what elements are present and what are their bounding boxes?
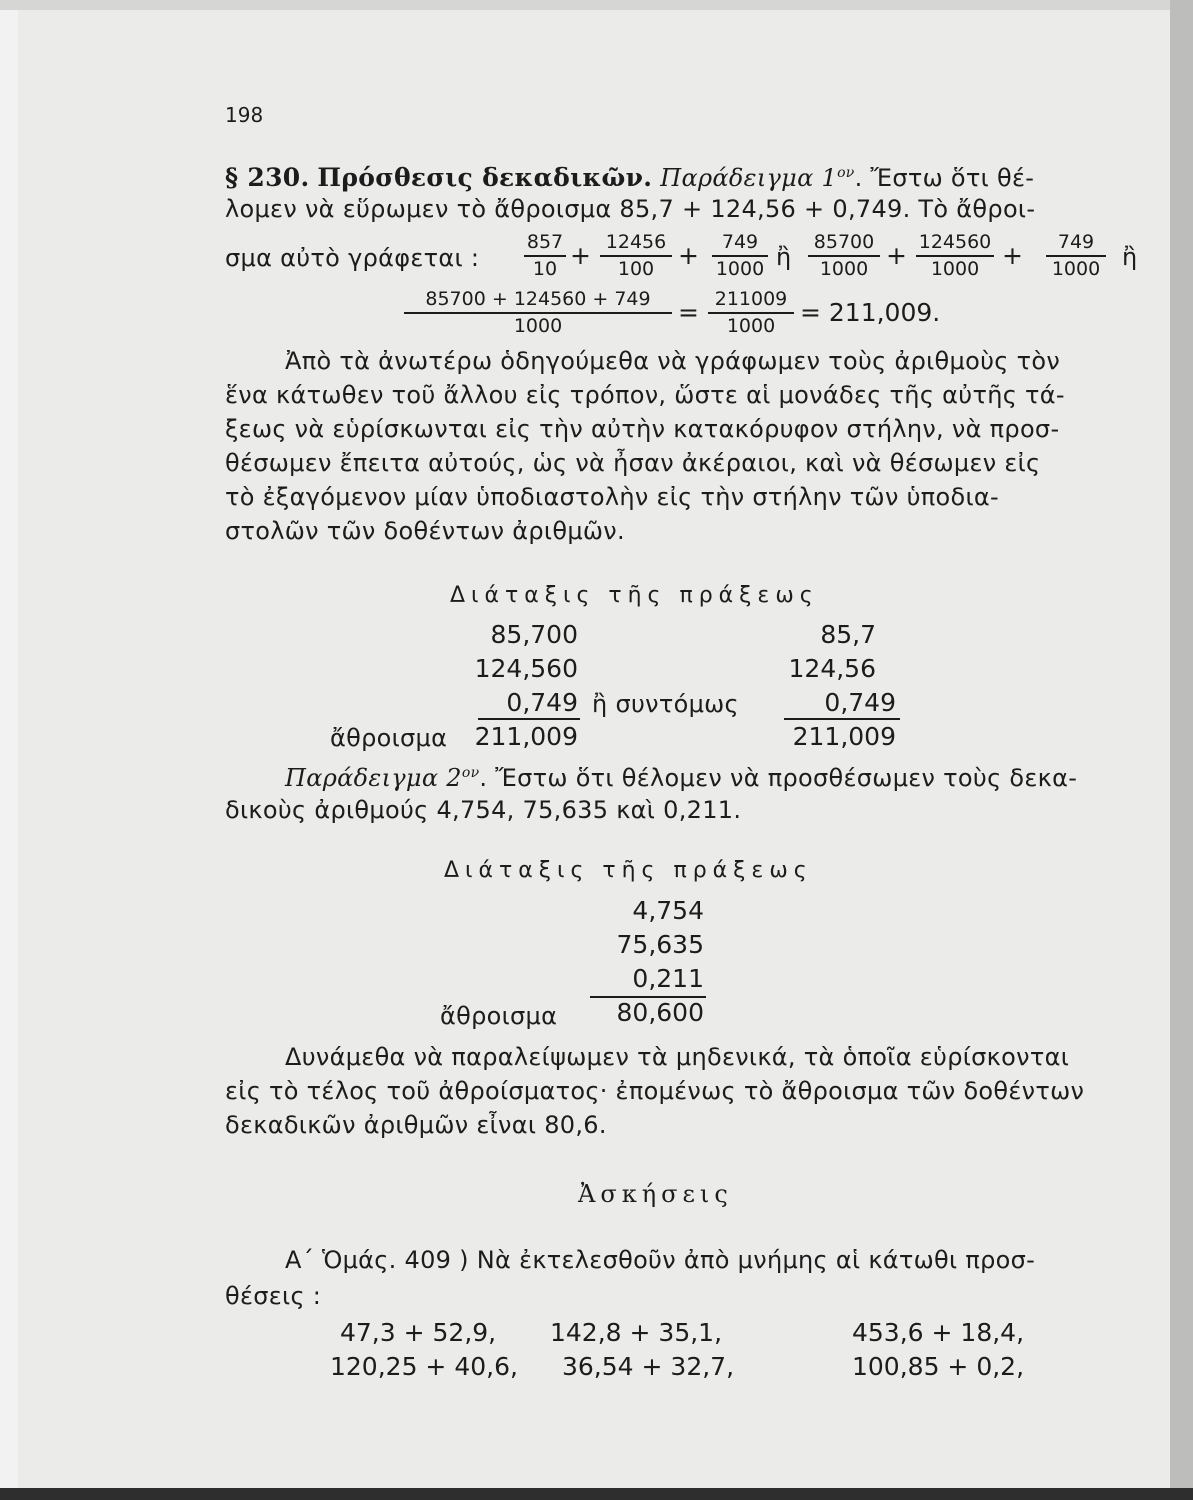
example2-line-1 xyxy=(285,764,1077,792)
frac4-numerator: 85700 xyxy=(813,231,875,253)
layout2-title: Διάταξις τῆς πράξεως xyxy=(444,858,813,883)
frac2-denominator: 100 xyxy=(617,258,655,280)
example1-sup: ον xyxy=(837,165,855,181)
frac-sum-denominator: 1000 xyxy=(513,315,563,337)
paragraph1-line: ξεως νὰ εὑρίσκωνται εἰς τὴν αὐτὴν κατακόρυφον στήλην, νὰ προσ- xyxy=(225,415,1060,443)
plus-sign: + xyxy=(678,241,699,270)
example2-sup: ον xyxy=(461,765,480,781)
frac-result-denominator: 1000 xyxy=(726,315,776,337)
exercises-title: Ἀσκήσεις xyxy=(578,1180,733,1208)
layout2-value: 75,635 xyxy=(616,930,704,959)
page-bottom-edge xyxy=(0,1488,1193,1500)
section-line-2: λομεν νὰ εὕρωμεν τὸ ἄθροισμα 85,7 + 124,56 + 0,749. Τὸ ἄθροι- xyxy=(225,195,1036,223)
frac6-numerator: 749 xyxy=(1057,231,1095,253)
frac6-bar xyxy=(1046,255,1106,257)
paragraph1-line: τὸ ἐξαγόμενον μίαν ὑποδιαστολὴν εἰς τὴν στήλην τῶν ὑποδια- xyxy=(225,483,999,511)
frac-sum-numerator: 85700 + 124560 + 749 xyxy=(425,288,651,310)
page-left-margin xyxy=(0,0,18,1500)
plus-sign: + xyxy=(570,241,591,270)
page-number: 198 xyxy=(225,103,264,127)
or-word: ἢ xyxy=(776,243,792,271)
section-heading-line xyxy=(225,163,1034,192)
frac2-bar xyxy=(600,255,672,257)
example2-label: Παράδειγμα 2 xyxy=(285,764,462,792)
layout2-value: 4,754 xyxy=(632,896,704,925)
example1-rest: . Ἔστω ὅτι θέ- xyxy=(854,164,1035,192)
layout1-right-sum-rule xyxy=(784,718,900,720)
layout2-sum-label: ἄθροισμα xyxy=(440,1002,558,1030)
frac-sum-bar xyxy=(404,312,672,314)
result-value: = 211,009. xyxy=(800,298,941,327)
frac-result-numerator: 211009 xyxy=(714,288,788,310)
paragraph1-line: στολῶν τῶν δοθέντων ἀριθμῶν. xyxy=(225,517,625,545)
page-top-margin xyxy=(0,0,1193,10)
frac3-bar xyxy=(712,255,768,257)
exercise-item: 142,8 + 35,1, xyxy=(550,1318,723,1347)
layout2-sum: 80,600 xyxy=(616,998,704,1027)
section-title: Πρόσθεσις δεκαδικῶν. xyxy=(317,163,653,192)
section-number: § 230. xyxy=(225,163,310,192)
layout1-right-value: 124,56 xyxy=(788,654,876,683)
example1-label: Παράδειγμα 1 xyxy=(660,164,838,192)
layout1-right-sum: 211,009 xyxy=(792,722,896,751)
layout1-left-sum-rule xyxy=(478,718,580,720)
exercise-group-line: Α΄ Ὁμάς. 409 ) Νὰ ἐκτελεσθοῦν ἀπὸ μνήμης αἱ κάτωθι προσ- xyxy=(285,1246,1036,1274)
frac1-numerator: 857 xyxy=(526,231,564,253)
frac6-denominator: 1000 xyxy=(1051,258,1101,280)
frac2-numerator: 12456 xyxy=(605,231,667,253)
layout1-left-value: 85,700 xyxy=(490,620,578,649)
frac5-denominator: 1000 xyxy=(930,258,980,280)
frac5-bar xyxy=(916,255,994,257)
layout2-value: 0,211 xyxy=(632,964,704,993)
exercise-item: 453,6 + 18,4, xyxy=(852,1318,1025,1347)
layout1-left-sum: 211,009 xyxy=(474,722,578,751)
example2-line-2: δικοὺς ἀριθμούς 4,754, 75,635 καὶ 0,211. xyxy=(225,796,742,824)
paragraph2-line: εἰς τὸ τέλος τοῦ ἀθροίσματος· ἐπομένως τὸ ἄθροισμα τῶν δοθέντων xyxy=(225,1077,1085,1105)
paragraph1-line: θέσωμεν ἔπειτα αὐτούς, ὡς νὰ ἦσαν ἀκέραιοι, καὶ νὰ θέσωμεν εἰς xyxy=(225,449,1041,477)
frac3-denominator: 1000 xyxy=(715,258,765,280)
frac5-numerator: 124560 xyxy=(918,231,992,253)
paragraph1-line: Ἀπὸ τὰ ἀνωτέρω ὁδηγούμεθα νὰ γράφωμεν τοὺς ἀριθμοὺς τὸν xyxy=(285,347,1061,375)
equals-sign: = xyxy=(678,298,699,327)
plus-sign: + xyxy=(1002,241,1023,270)
exercise-item: 47,3 + 52,9, xyxy=(340,1318,497,1347)
exercise-item: 100,85 + 0,2, xyxy=(852,1352,1025,1381)
frac1-denominator: 10 xyxy=(532,258,558,280)
frac3-numerator: 749 xyxy=(721,231,759,253)
section-line-3-prefix: σμα αὐτὸ γράφεται : xyxy=(225,244,480,272)
layout1-title: Διάταξις τῆς πράξεως xyxy=(450,583,819,608)
paragraph1-line: ἕνα κάτωθεν τοῦ ἄλλου εἰς τρόπον, ὥστε αἱ μονάδες τῆς αὐτῆς τά- xyxy=(225,381,1065,409)
frac-result-bar xyxy=(708,312,794,314)
layout1-right-value: 0,749 xyxy=(824,688,896,717)
page-right-edge xyxy=(1170,0,1193,1500)
plus-sign: + xyxy=(886,241,907,270)
layout1-middle-text: ἢ συντόμως xyxy=(592,690,739,718)
layout1-left-value: 124,560 xyxy=(474,654,578,683)
paragraph2-line: δεκαδικῶν ἀριθμῶν εἶναι 80,6. xyxy=(225,1111,607,1139)
exercise-group-line-2: θέσεις : xyxy=(225,1282,322,1310)
frac4-denominator: 1000 xyxy=(819,258,869,280)
example2-rest: . Ἔστω ὅτι θέλομεν νὰ προσθέσωμεν τοὺς δεκα- xyxy=(479,764,1078,792)
layout1-sum-label: ἄθροισμα xyxy=(330,724,448,752)
or-word: ἢ xyxy=(1122,243,1138,271)
exercise-item: 120,25 + 40,6, xyxy=(330,1352,518,1381)
frac4-bar xyxy=(808,255,880,257)
paragraph2-line: Δυνάμεθα νὰ παραλείψωμεν τὰ μηδενικά, τὰ ὁποῖα εὑρίσκονται xyxy=(285,1043,1070,1071)
layout1-right-value: 85,7 xyxy=(820,620,876,649)
exercise-item: 36,54 + 32,7, xyxy=(562,1352,735,1381)
layout1-left-value: 0,749 xyxy=(506,688,578,717)
frac1-bar xyxy=(524,255,566,257)
